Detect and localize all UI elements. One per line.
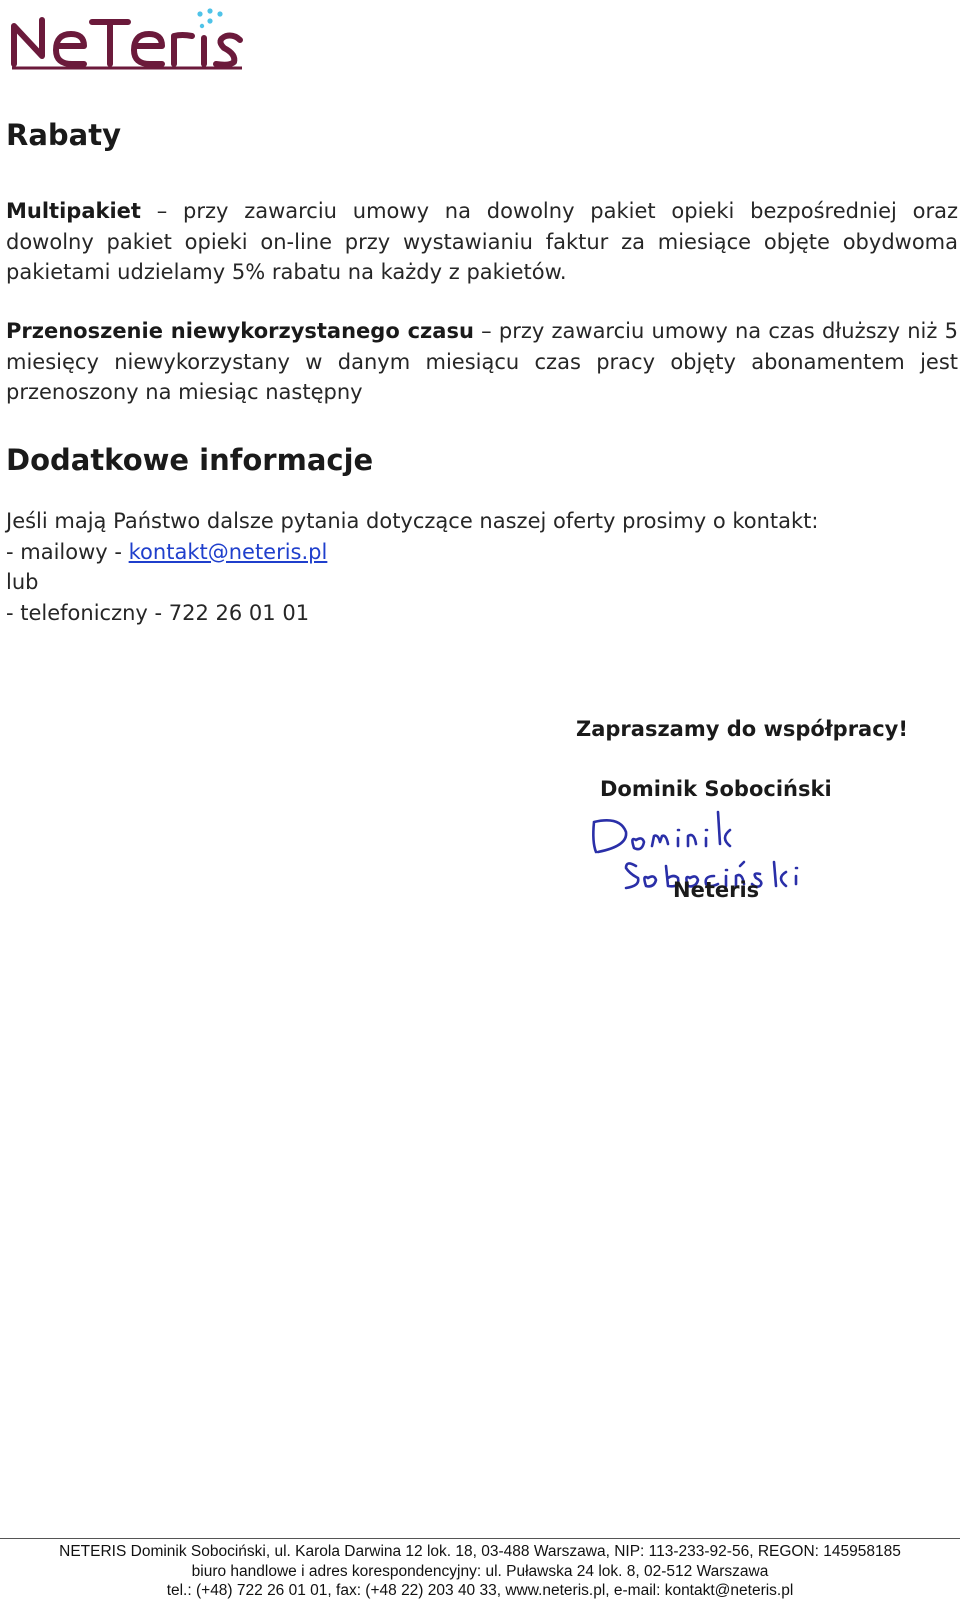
contact-or: lub <box>6 570 39 594</box>
footer <box>0 1542 960 1601</box>
section-heading-rabaty: Rabaty <box>6 118 121 152</box>
multipakiet-text: – przy zawarciu umowy na dowolny pakiet opieki bezpośredniej oraz dowolny pakiet opieki on-line przy wystawianiu faktur za miesiące objęte obydwoma pakietami udzielamy 5% rabatu na każdy z pakietów. <box>6 199 958 284</box>
multipakiet-paragraph <box>6 196 958 288</box>
neteris-logo <box>6 6 246 72</box>
closing-invite: Zapraszamy do współpracy! <box>576 717 908 741</box>
footer-line-3: tel.: (+48) 722 26 01 01, fax: (+48 22) 203 40 33, www.neteris.pl, e-mail: kontakt@neteris.pl <box>166 1582 794 1599</box>
footer-line-1: NETERIS Dominik Sobociński, ul. Karola Darwina 12 lok. 18, 03-488 Warszawa, NIP: 113-233-92-56, REGON: 145958185 <box>59 1543 901 1560</box>
email-prefix: - mailowy - <box>6 539 129 564</box>
contact-intro: Jeśli mają Państwo dalsze pytania dotyczące naszej oferty prosimy o kontakt: <box>6 509 819 533</box>
signer-name: Dominik Sobociński <box>600 777 832 801</box>
company-name: Neteris <box>673 878 760 902</box>
email-link[interactable]: kontakt@neteris.pl <box>128 539 328 564</box>
przenoszenie-paragraph <box>6 316 958 408</box>
footer-line-2: biuro handlowe i adres korespondencyjny: ul. Puławska 24 lok. 8, 02-512 Warszawa <box>191 1562 769 1580</box>
footer-divider <box>0 1538 960 1539</box>
contact-phone-line: - telefoniczny - 722 26 01 01 <box>6 600 310 625</box>
przenoszenie-text: – przy zawarciu umowy na czas dłuższy niż 5 miesięcy niewykorzystany w danym miesiącu czas pracy objęty abonamentem jest przenoszony na miesiąc następny <box>6 319 958 404</box>
multipakiet-label: Multipakiet <box>6 199 141 223</box>
contact-block <box>6 506 819 628</box>
contact-email-line <box>6 537 819 568</box>
section-heading-info: Dodatkowe informacje <box>6 443 374 477</box>
przenoszenie-label: Przenoszenie niewykorzystanego czasu <box>6 319 474 343</box>
